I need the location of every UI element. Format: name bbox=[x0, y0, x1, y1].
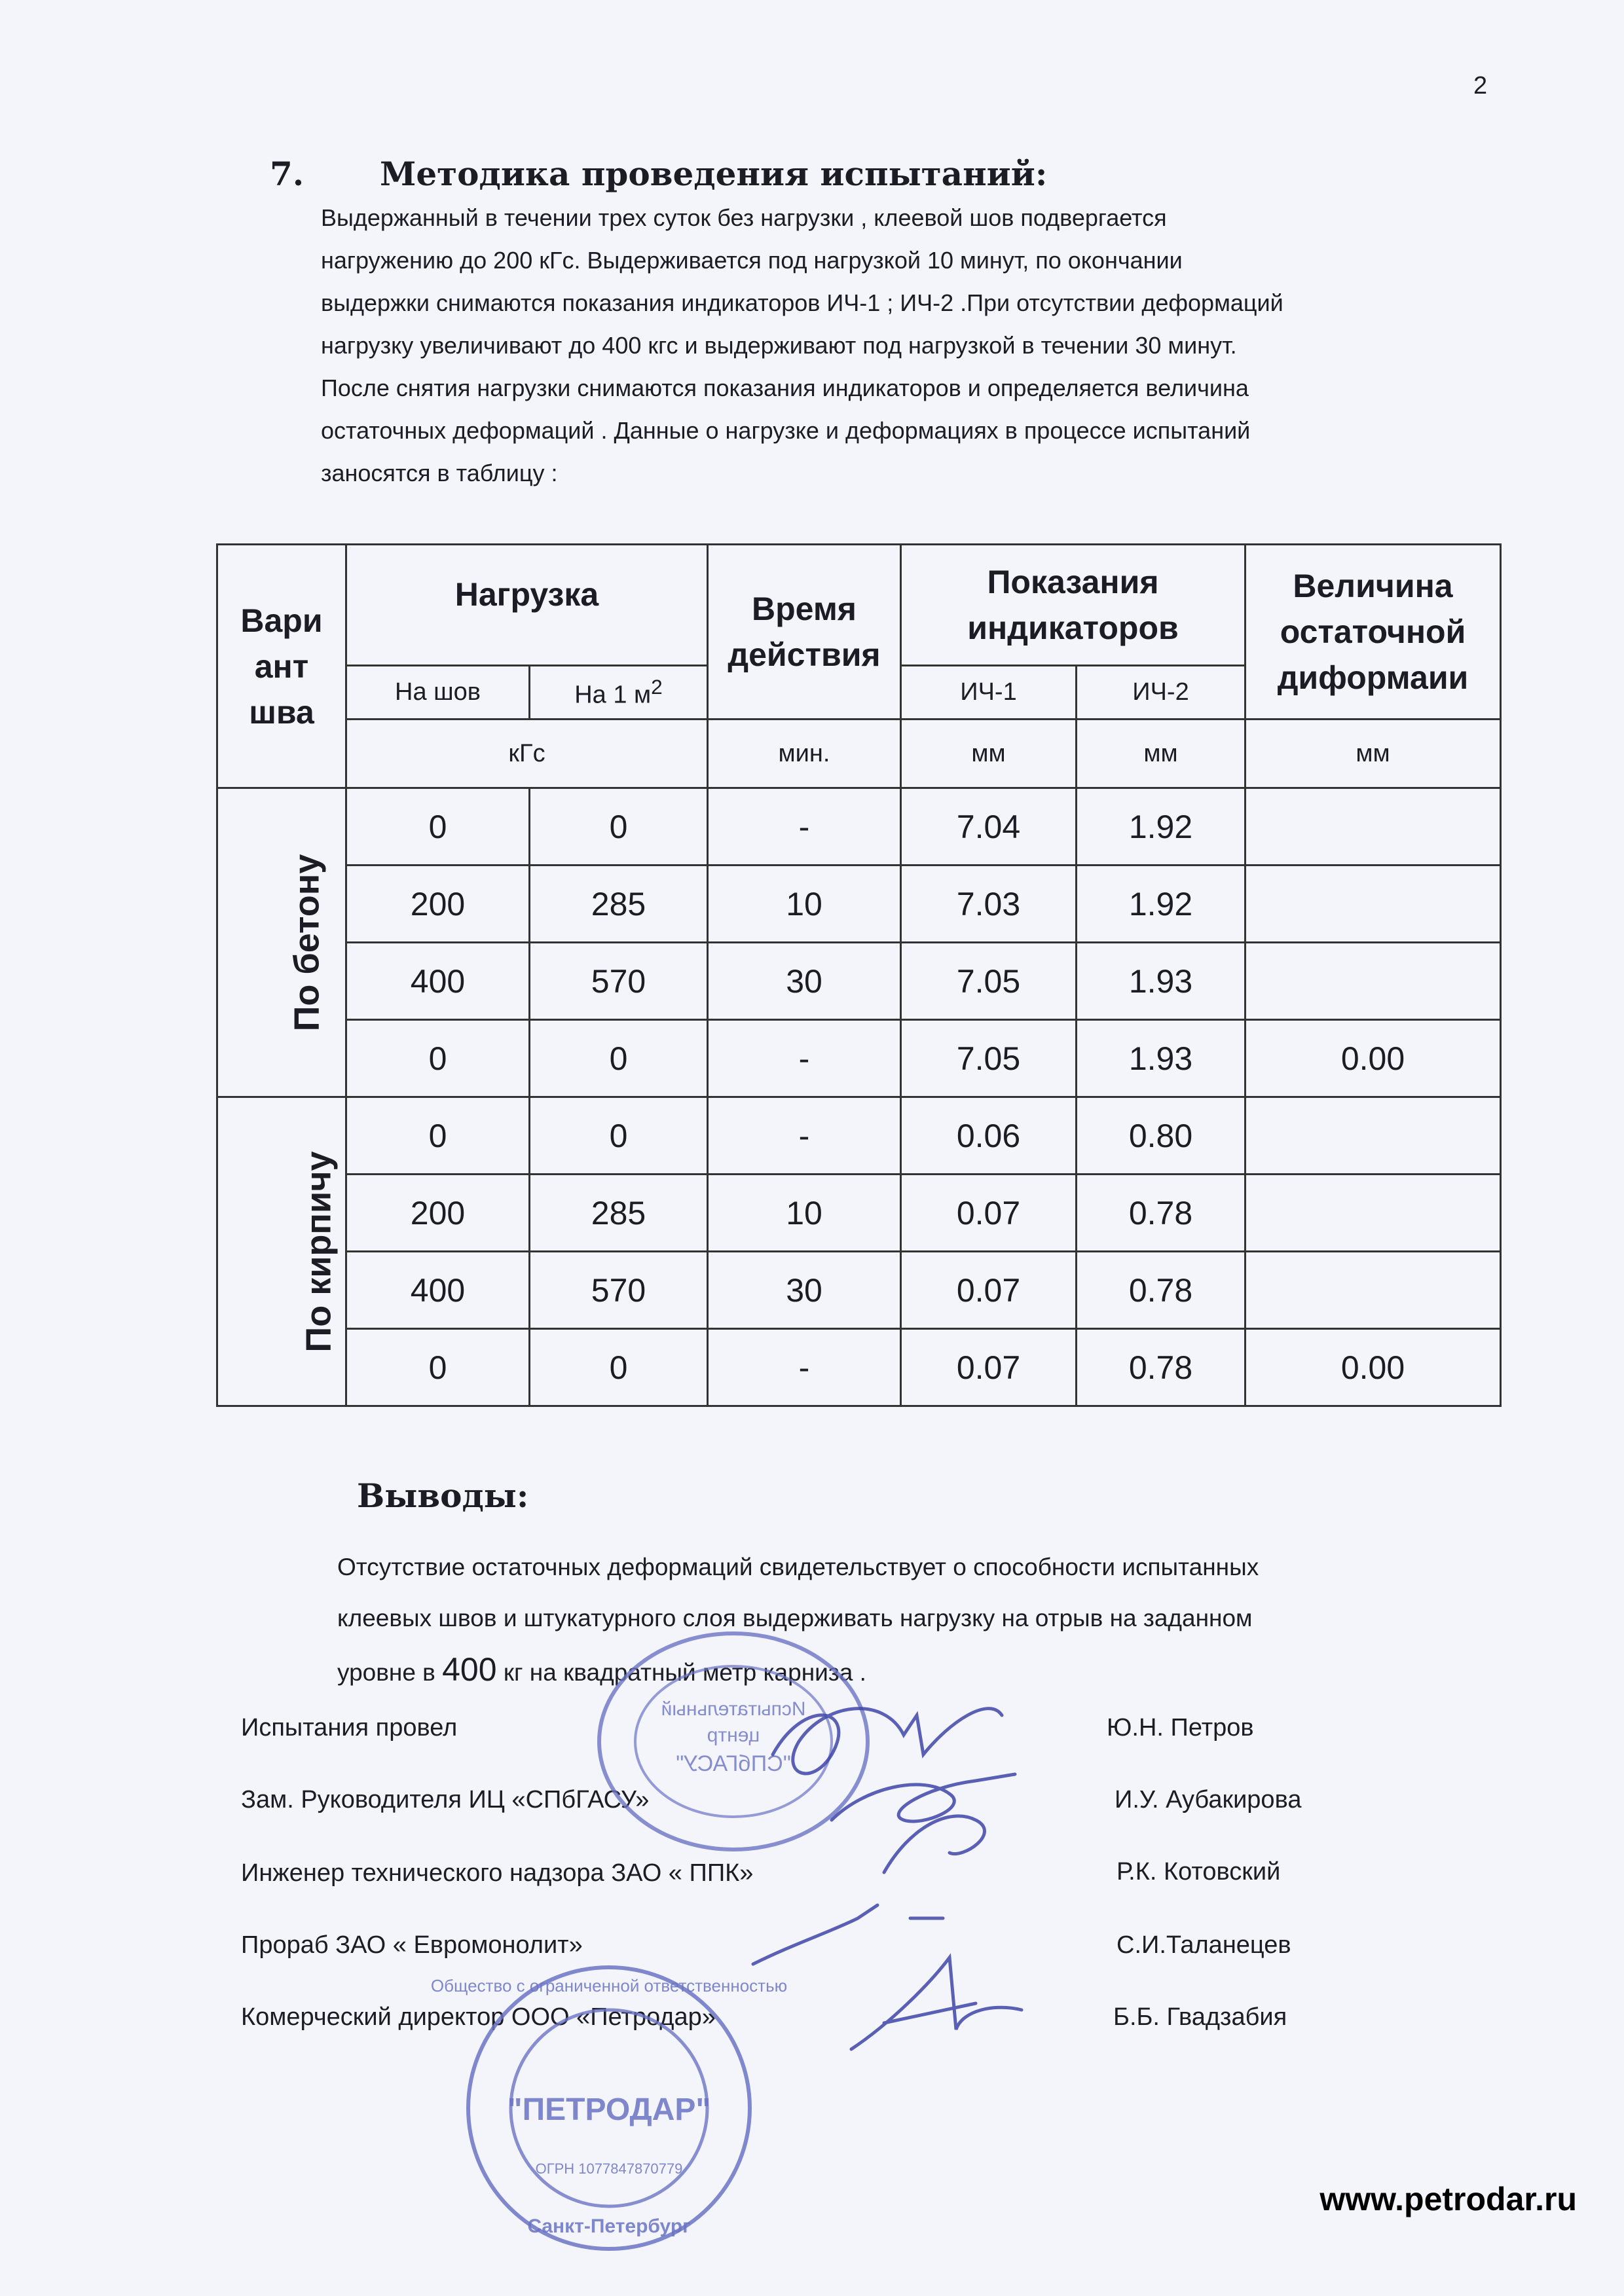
cell-time: - bbox=[708, 1020, 901, 1097]
cell-seam: 200 bbox=[346, 1175, 530, 1252]
header-residual: Величина остаточной диформаии bbox=[1246, 545, 1501, 720]
unit-load: кГс bbox=[346, 720, 708, 788]
table-row bbox=[217, 1020, 1501, 1097]
method-line: остаточных деформаций . Данные о нагрузке и деформациях в процессе испытаний bbox=[321, 417, 1251, 444]
cell-seam: 200 bbox=[346, 866, 530, 943]
cell-seam: 0 bbox=[346, 1329, 530, 1406]
cell-residual bbox=[1246, 1175, 1501, 1252]
cell-ich1: 7.03 bbox=[901, 866, 1077, 943]
header-time: Время действия bbox=[708, 545, 901, 720]
signature-name: Р.К. Котовский bbox=[1116, 1858, 1281, 1886]
stamp-text: Общество с ограниченной ответственностью bbox=[430, 1976, 788, 1995]
header-load: Нагрузка bbox=[346, 545, 708, 666]
unit-ich2: мм bbox=[1077, 720, 1246, 788]
group-label-concrete: По бетону bbox=[217, 788, 346, 1097]
method-line: нагрузку увеличивают до 400 кгс и выдерживают под нагрузкой в течении 30 минут. bbox=[321, 332, 1237, 359]
stamp-text: ОГРН 1077847870779 bbox=[535, 2160, 683, 2177]
stamp-text: Испытательный bbox=[661, 1698, 806, 1720]
page-number: 2 bbox=[1473, 72, 1488, 100]
method-line: нагружению до 200 кГс. Выдерживается под нагрузкой 10 минут, по окончании bbox=[321, 247, 1183, 274]
cell-residual bbox=[1246, 1097, 1501, 1175]
unit-time: мин. bbox=[708, 720, 901, 788]
cell-ich1: 0.07 bbox=[901, 1175, 1077, 1252]
header-indicators: Показания индикаторов bbox=[901, 545, 1246, 666]
cell-residual: 0.00 bbox=[1246, 1329, 1501, 1406]
conclusions-title: Выводы: bbox=[357, 1476, 529, 1515]
cell-ich2: 1.93 bbox=[1077, 1020, 1246, 1097]
cell-ich1: 7.05 bbox=[901, 943, 1077, 1020]
cell-seam: 0 bbox=[346, 788, 530, 866]
cell-ich1: 0.07 bbox=[901, 1329, 1077, 1406]
cell-residual bbox=[1246, 1252, 1501, 1329]
load-value: 400 bbox=[442, 1651, 497, 1688]
method-paragraph bbox=[321, 196, 1500, 494]
cell-time: 30 bbox=[708, 1252, 901, 1329]
cell-residual bbox=[1246, 866, 1501, 943]
table-row bbox=[217, 1097, 1501, 1175]
subheader-ich2: ИЧ-2 bbox=[1077, 666, 1246, 720]
results-table bbox=[216, 543, 1502, 1407]
cell-ich2: 0.80 bbox=[1077, 1097, 1246, 1175]
cell-m2: 0 bbox=[530, 1020, 708, 1097]
signature-role: Прораб ЗАО « Евромонолит» bbox=[241, 1931, 583, 1959]
cell-m2: 570 bbox=[530, 943, 708, 1020]
signature-name: И.У. Аубакирова bbox=[1115, 1786, 1302, 1813]
conclusions-line: клеевых швов и штукатурного слоя выдерживать нагрузку на отрыв на заданном bbox=[337, 1605, 1253, 1631]
method-line: После снятия нагрузки снимаются показания индикаторов и определяется величина bbox=[321, 374, 1249, 401]
cell-residual: 0.00 bbox=[1246, 1020, 1501, 1097]
conclusions-line: Отсутствие остаточных деформаций свидетельствует о способности испытанных bbox=[337, 1554, 1259, 1580]
table-row bbox=[217, 943, 1501, 1020]
subheader-per-seam: На шов bbox=[346, 666, 530, 720]
cell-residual bbox=[1246, 943, 1501, 1020]
website-link[interactable]: www.petrodar.ru bbox=[1320, 2181, 1577, 2217]
signature-role: Комерческий директор ООО «Петродар» bbox=[241, 2003, 716, 2031]
petrodar-stamp bbox=[430, 1958, 788, 2259]
cell-m2: 0 bbox=[530, 788, 708, 866]
method-line: Выдержанный в течении трех суток без нагрузки , клеевой шов подвергается bbox=[321, 204, 1167, 231]
cell-ich2: 0.78 bbox=[1077, 1175, 1246, 1252]
subheader-per-m2: На 1 $м^2$ bbox=[530, 666, 708, 720]
cell-m2: 0 bbox=[530, 1329, 708, 1406]
cell-seam: 400 bbox=[346, 943, 530, 1020]
table-row bbox=[217, 866, 1501, 943]
cell-seam: 400 bbox=[346, 1252, 530, 1329]
cell-m2: 285 bbox=[530, 866, 708, 943]
table-row bbox=[217, 1329, 1501, 1406]
conclusions-line: уровне в 400 кг на квадратный метр карниза . bbox=[337, 1651, 866, 1688]
cell-ich1: 7.05 bbox=[901, 1020, 1077, 1097]
group-label-brick: По кирпичу bbox=[217, 1097, 346, 1406]
cell-m2: 285 bbox=[530, 1175, 708, 1252]
cell-time: - bbox=[708, 1329, 901, 1406]
table-row bbox=[217, 788, 1501, 866]
method-line: заносятся в таблицу : bbox=[321, 460, 558, 486]
signature-name: Б.Б. Гвадзабия bbox=[1113, 2003, 1287, 2031]
signature-role: Инженер технического надзора ЗАО « ППК» bbox=[241, 1859, 754, 1887]
cell-time: 10 bbox=[708, 1175, 901, 1252]
signature-name: Ю.Н. Петров bbox=[1107, 1714, 1254, 1741]
cell-ich2: 1.92 bbox=[1077, 866, 1246, 943]
section-heading bbox=[270, 155, 1047, 193]
cell-ich2: 1.92 bbox=[1077, 788, 1246, 866]
header-variant: Вари ант шва bbox=[217, 545, 346, 788]
method-line: выдержки снимаются показания индикаторов ИЧ-1 ; ИЧ-2 .При отсутствии деформаций bbox=[321, 289, 1283, 316]
cell-time: 30 bbox=[708, 943, 901, 1020]
unit-ich1: мм bbox=[901, 720, 1077, 788]
cell-residual bbox=[1246, 788, 1501, 866]
cell-seam: 0 bbox=[346, 1020, 530, 1097]
section-title: Методика проведения испытаний: bbox=[380, 155, 1048, 193]
cell-time: - bbox=[708, 1097, 901, 1175]
table-row bbox=[217, 1252, 1501, 1329]
cell-m2: 570 bbox=[530, 1252, 708, 1329]
cell-seam: 0 bbox=[346, 1097, 530, 1175]
subheader-ich1: ИЧ-1 bbox=[901, 666, 1077, 720]
cell-time: - bbox=[708, 788, 901, 866]
stamp-text: "СПбГАСУ" bbox=[676, 1751, 791, 1776]
unit-residual: мм bbox=[1246, 720, 1501, 788]
cell-ich1: 0.07 bbox=[901, 1252, 1077, 1329]
director-signature bbox=[825, 1944, 1035, 2062]
cell-ich2: 1.93 bbox=[1077, 943, 1246, 1020]
cell-ich2: 0.78 bbox=[1077, 1252, 1246, 1329]
signature-role: Испытания провел bbox=[241, 1714, 458, 1741]
signature-role: Зам. Руководителя ИЦ «СПбГАСУ» bbox=[241, 1786, 650, 1813]
table-row bbox=[217, 1175, 1501, 1252]
cell-ich1: 7.04 bbox=[901, 788, 1077, 866]
cell-ich1: 0.06 bbox=[901, 1097, 1077, 1175]
cell-time: 10 bbox=[708, 866, 901, 943]
stamp-text: Санкт-Петербург bbox=[527, 2215, 691, 2237]
stamp-text: "ПЕТРОДАР" bbox=[507, 2092, 711, 2127]
section-number: 7. bbox=[270, 155, 304, 193]
cell-ich2: 0.78 bbox=[1077, 1329, 1246, 1406]
cell-m2: 0 bbox=[530, 1097, 708, 1175]
stamp-text: центр bbox=[707, 1724, 760, 1746]
signature-name: С.И.Таланецев bbox=[1116, 1931, 1291, 1959]
